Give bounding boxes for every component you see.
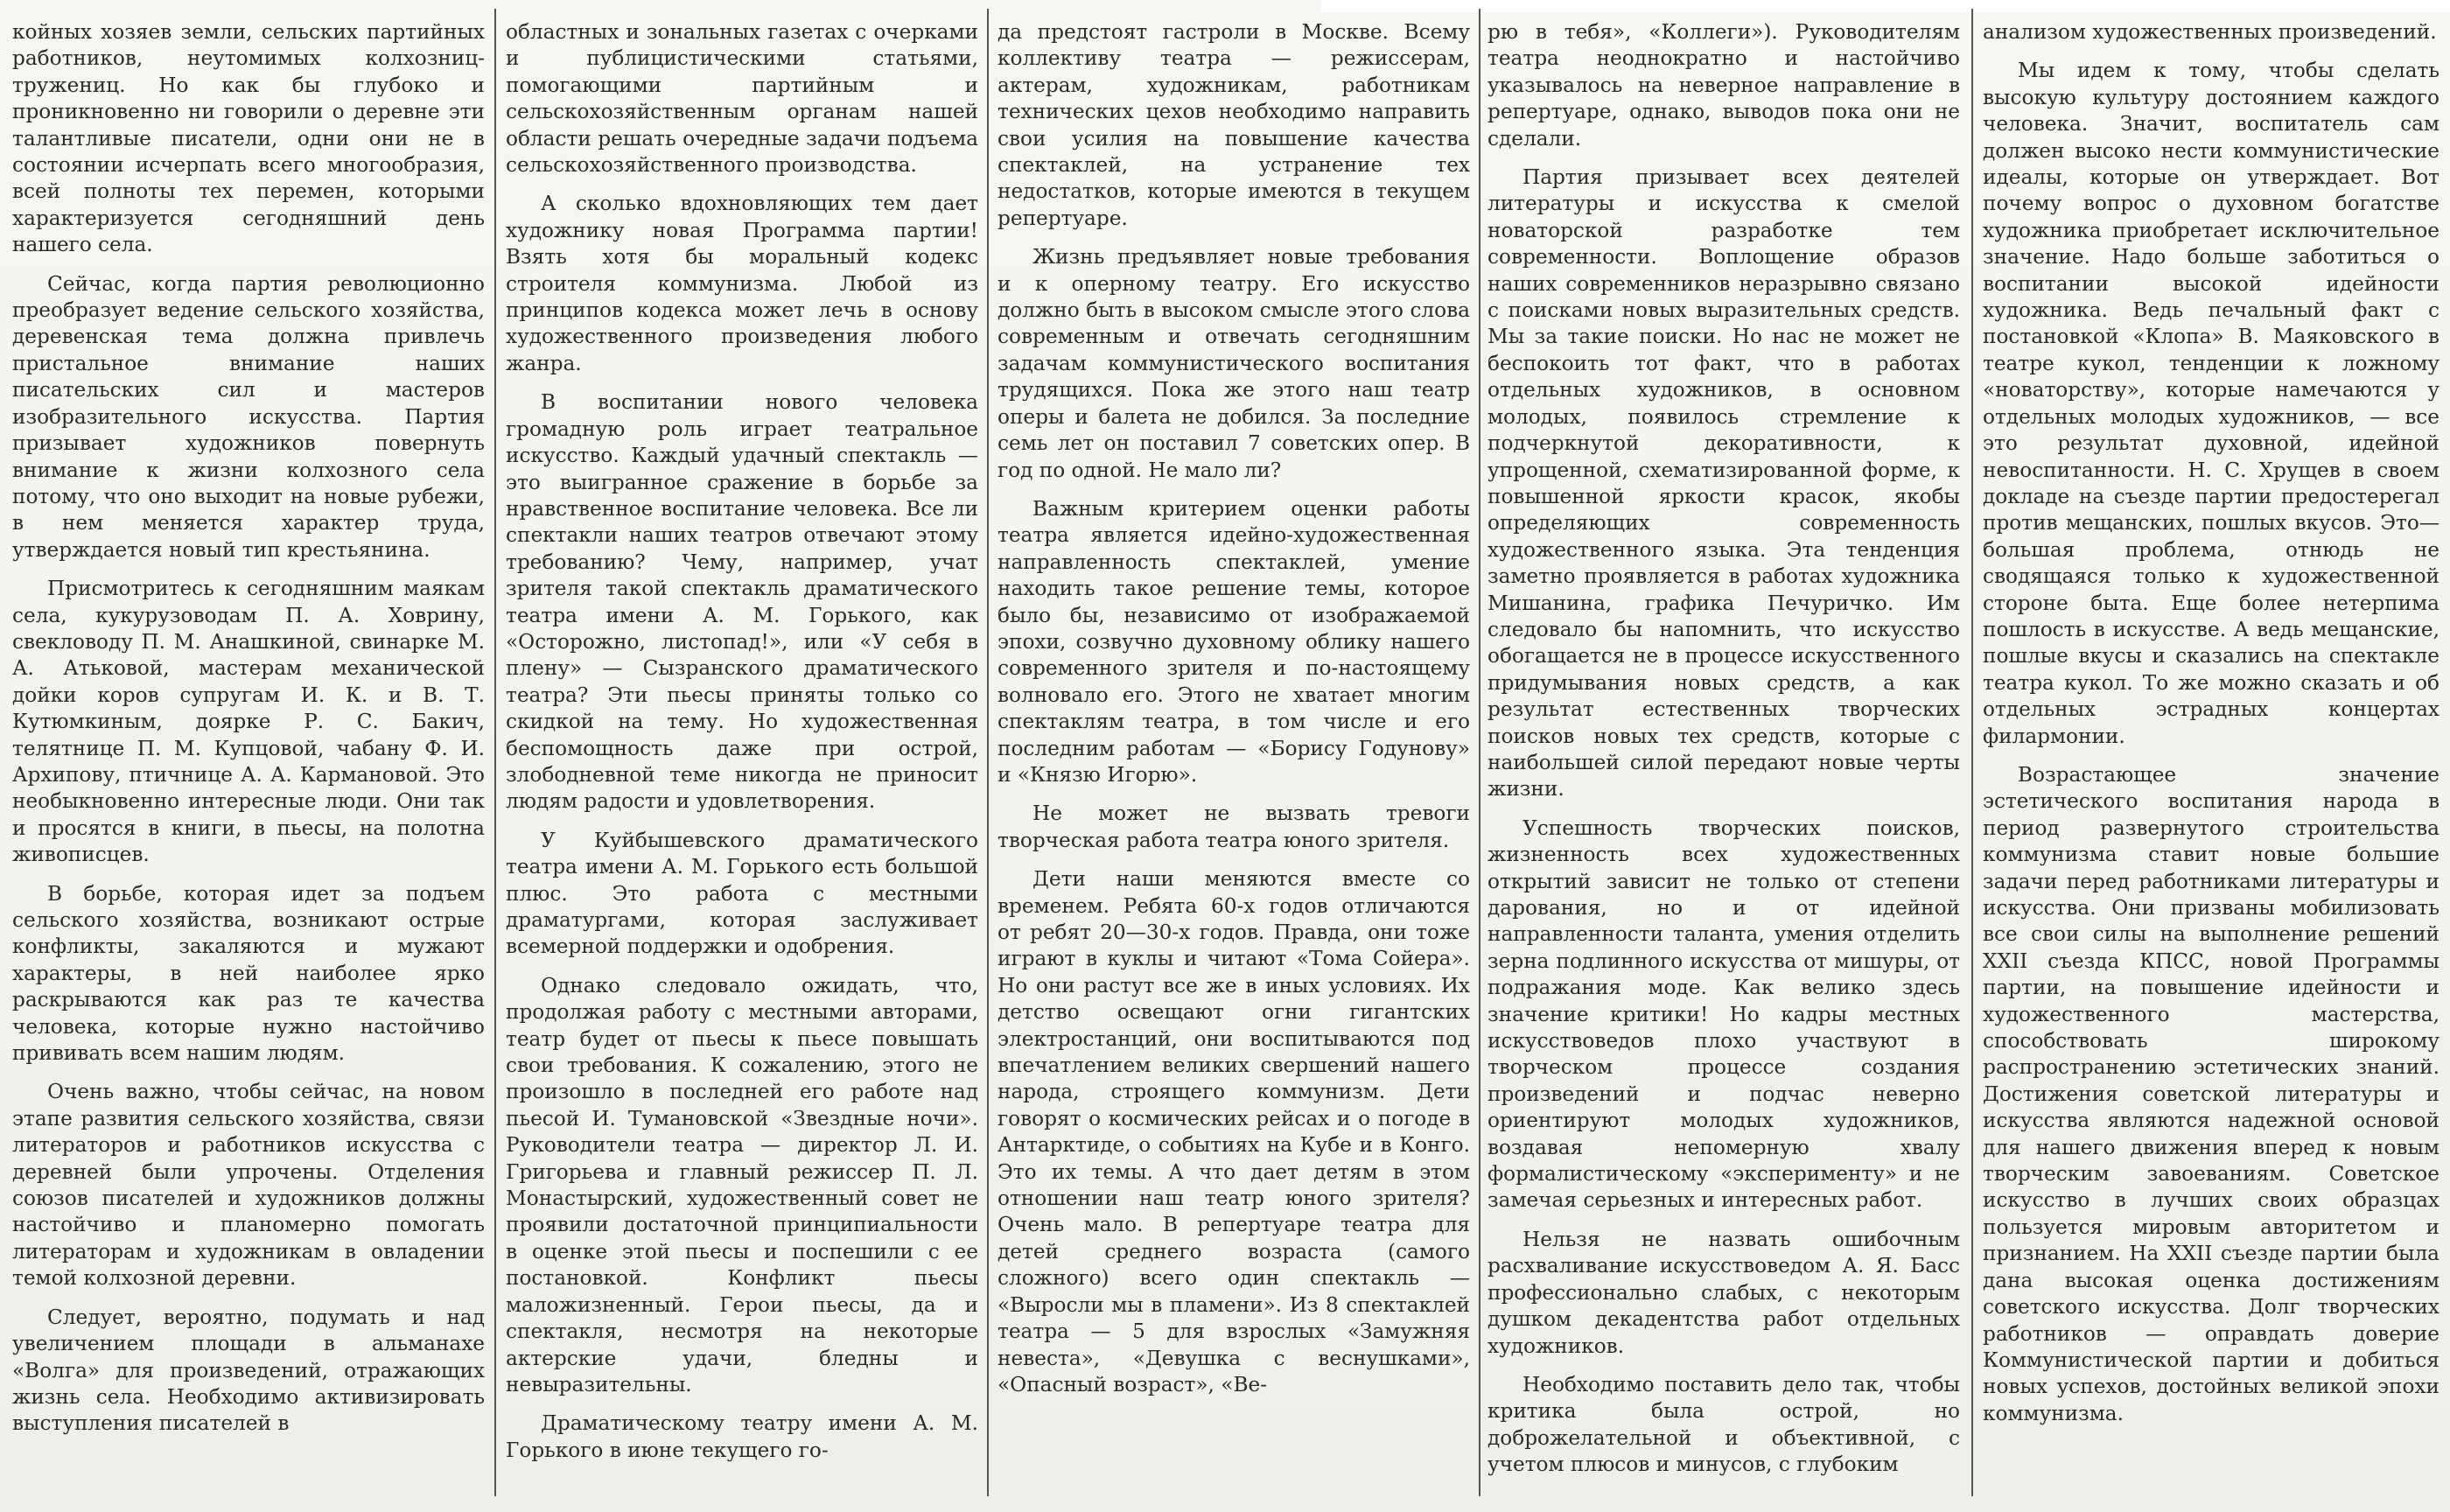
article-paragraph: Дети наши меняются вместе со временем. Ребята 60-х годов отличаются от ребят 20—30-х годов. Правда, они тоже играют в куклы и читают «Тома Сойера». Но они растут все же в иных условиях. Их детство освещают огни гигантских электростанций, они воспитываются под впечатлением великих свершений нашего народа, строящего коммунизм. Дети говорят о космических рейсах и о погоде в Антарктиде, о событиях на Кубе и в Конго. Это их темы. А что дает детям в этом отношении наш театр юного зрителя? Очень мало. В репертуаре театра для детей среднего возраста (самого сложного) всего один спектакль — «Выросли мы в пламени». Из 8 спектаклей театра — 5 для взрослых «Замужняя невеста», «Девушка с веснушками», «Опасный возраст», «Ве- — [998, 867, 1470, 1396]
article-paragraph: Не может не вызвать тревоги творческая работа театра юного зрителя. — [998, 802, 1470, 852]
article-column-1 — [12, 19, 485, 1498]
article-paragraph: рю в тебя», «Коллеги»). Руководителям театра неоднократно и настойчиво указывалось на неверное направление в репертуаре, однако, выводов пока они не сделали. — [1488, 20, 1960, 150]
article-paragraph: Сейчас, когда партия революционно преобразует ведение сельского хозяйства, деревенская тема должна привлечь пристальное внимание наших писательских сил и мастеров изобразительного искусства. Партия призывает художников повернуть внимание к жизни колхозного села потому, что оно выходит на новые рубежи, в нем меняется характер труда, утверждается новый тип крестьянина. — [12, 271, 485, 562]
article-column-2 — [506, 19, 978, 1498]
article-paragraph: Важным критерием оценки работы театра является идейно-художественная направленность спектаклей, умение находить такое решение темы, которое было бы, независимо от изображаемой эпохи, созвучно духовному облику нашего современного зрителя и по-настоящему волновало его. Этого не хватает многим спектаклям театра, в том числе и его последним работам — «Борису Годунову» и «Князю Игорю». — [998, 496, 1470, 787]
column-rule — [987, 9, 989, 1496]
article-paragraph: Драматическому театру имени А. М. Горького в июне текущего го- — [506, 1411, 978, 1462]
column-rule — [494, 9, 496, 1496]
article-paragraph: Партия призывает всех деятелей литературы и искусства к смелой новаторской разработке тем современности. Воплощение образов наших современников неразрывно связано с поисками новых выразительных средств. Мы за такие поиски. Но нас не может не беспокоить тот факт, что в работах отдельных художников, в основном молодых, появилось стремление к подчеркнутой декоративности, к упрощенной, схематизированной форме, к повышенной яркости красок, якобы определяющих современность художественного языка. Эта тенденция заметно проявляется в работах художника Мишанина, графика Печуричко. Им следовало бы напомнить, что искусство обогащается не в процессе искусственного придумывания новых средств, а как результат естественных творческих поисков новых тех средств, которые с наибольшей силой передают новые черты жизни. — [1488, 165, 1960, 802]
article-paragraph: анализом художественных произведений. — [1983, 20, 2437, 44]
article-paragraph: В борьбе, которая идет за подъем сельского хозяйства, возникают острые конфликты, закаляются и мужают характеры, в ней наиболее ярко раскрываются как раз те качества человека, которые нужно настойчиво прививать всем нашим людям. — [12, 881, 485, 1066]
article-paragraph: Успешность творческих поисков, жизненность всех художественных открытий зависит не только от степени дарования, но и от идейной направленности таланта, умения отделить зерна подлинного искусства от мишуры, от подражания моде. Как велико здесь значение критики! Но кадры местных искусствоведов плохо участвуют в творческом процессе создания произведений и подчас неверно ориентируют молодых художников, воздавая непомерную хвалу формалистическому «эксперименту» и не замечая серьезных и интересных работ. — [1488, 816, 1960, 1213]
article-column-4 — [1488, 19, 1960, 1498]
article-paragraph: Следует, вероятно, подумать и над увеличением площади в альманахе «Волга» для произведений, отражающих жизнь села. Необходимо активизировать выступления писателей в — [12, 1305, 485, 1436]
article-paragraph: В воспитании нового человека громадную роль играет театральное искусство. Каждый удачный спектакль — это выигранное сражение в борьбе за нравственное воспитание человека. Все ли спектакли наших театров отвечают этому требованию? Чему, например, учат зрителя такой спектакль драматического театра имени А. М. Горького, как «Осторожно, листопад!», или «У себя в плену» — Сызранского драматического театра? Эти пьесы приняты только со скидкой на тему. Но художественная беспомощность даже при острой, злободневной теме никогда не приносит людям радости и удовлетворения. — [506, 390, 978, 814]
page-margin — [1321, 0, 2450, 12]
article-paragraph: У Куйбышевского драматического театра имени А. М. Горького есть большой плюс. Это работа с местными драматургами, которая заслуживает всемерной поддержки и одобрения. — [506, 828, 978, 959]
article-paragraph: койных хозяев земли, сельских партийных работников, неутомимых колхозниц-тружениц. Но как бы глубоко и проникновенно ни говорили о деревне эти талантливые писатели, одни они не в состоянии исчерпать всего многообразия, всей полноты тех перемен, которыми характеризуется сегодняшний день нашего села. — [12, 20, 485, 257]
article-paragraph: Присмотритесь к сегодняшним маякам села, кукурузоводам П. А. Ховрину, свекловоду П. М. Анашкиной, свинарке М. А. Атьковой, мастерам механической дойки коров супругам И. К. и В. Т. Кутюмкиным, доярке Р. С. Бакич, телятнице П. М. Купцовой, чабану Ф. И. Архипову, птичнице А. А. Кармановой. Это необыкновенно интересные люди. Они так и просятся в книги, в пьесы, на полотна живописцев. — [12, 577, 485, 867]
article-paragraph: Жизнь предъявляет новые требования и к оперному театру. Его искусство должно быть в высоком смысле этого слова современным и отвечать сегодняшним задачам коммунистического воспитания трудящихся. Пока же этого наш театр оперы и балета не добился. За последние семь лет он поставил 7 советских опер. В год по одной. Не мало ли? — [998, 245, 1470, 482]
article-paragraph: Мы идем к тому, чтобы сделать высокую культуру достоянием каждого человека. Значит, воспитатель сам должен высоко нести коммунистические идеалы, которые он утверждает. Вот почему вопрос о духовном богатстве художника приобретает исключительное значение. Надо больше заботиться о воспитании высокой идейности художника. Ведь печальный факт с постановкой «Клопа» В. Маяковского в театре кукол, тенденции к ложному «новаторству», которые намечаются у отдельных молодых художников, — все это результат духовной, идейной невоспитанности. Н. С. Хрущев в своем докладе на съезде партии предостерегал против мещанских, пошлых вкусов. Это—большая проблема, отнюдь не сводящаяся только к художественной стороне быта. Еще более нетерпима пошлость в искусстве. А ведь мещанские, пошлые вкусы и сказались на спектакле театра кукол. То же можно сказать и об отдельных эстрадных концертах филармонии. — [1983, 59, 2440, 748]
article-paragraph: областных и зональных газетах с очерками и публицистическими статьями, помогающими партийным и сельскохозяйственным органам нашей области решать очередные задачи подъема сельскохозяйственного производства. — [506, 20, 978, 178]
article-paragraph: Нельзя не назвать ошибочным расхваливание искусствоведом А. Я. Басс профессионально слабых, с некоторым душком декадентства работ отдельных художников. — [1488, 1227, 1960, 1358]
article-paragraph: да предстоят гастроли в Москве. Всему коллективу театра — режиссерам, актерам, художникам, работникам технических цехов необходимо направить свои усилия на повышение качества спектаклей, на устранение тех недостатков, которые имеются в текущем репертуаре. — [998, 20, 1470, 230]
article-column-3 — [998, 19, 1470, 1498]
article-paragraph: Возрастающее значение эстетического воспитания народа в период развернутого строительства коммунизма ставит новые большие задачи перед работниками литературы и искусства. Они призваны мобилизовать все свои силы на выполнение решений XXII съезда КПСС, новой Программы партии, на повышение идейности и художественного мастерства, способствовать широкому распространению эстетических знаний. Достижения советской литературы и искусства являются надежной основой для нашего движения вперед к новым творческим завоеваниям. Советское искусство в лучших своих образцах пользуется мировым авторитетом и признанием. На XXII съезде партии была дана высокая оценка достижениям советского искусства. Долг творческих работников — оправдать доверие Коммунистической партии и добиться новых успехов, достойных великой эпохи коммунизма. — [1983, 762, 2440, 1425]
column-rule — [1971, 9, 1973, 1496]
article-paragraph: Необходимо поставить дело так, чтобы критика была острой, но доброжелательной и объективной, с учетом плюсов и минусов, с глубоким — [1488, 1372, 1960, 1477]
column-rule — [1479, 9, 1480, 1496]
article-paragraph: Очень важно, чтобы сейчас, на новом этапе развития сельского хозяйства, связи литераторов и работников искусства с деревней были упрочены. Отделения союзов писателей и художников должны настойчиво и планомерно помогать литераторам и художникам в овладении темой колхозной деревни. — [12, 1080, 485, 1291]
article-paragraph: Однако следовало ожидать, что, продолжая работу с местными авторами, театр будет от пьесы к пьесе повышать свои требования. К сожалению, этого не произошло в последней его работе над пьесой И. Тумановской «Звездные ночи». Руководители театра — директор Л. И. Григорьева и главный режиссер П. Л. Монастырский, художественный совет не проявили достаточной принципиальности в оценке этой пьесы и поспешили с ее постановкой. Конфликт пьесы маложизненный. Герои пьесы, да и спектакля, несмотря на некоторые актерские удачи, бледны и невыразительны. — [506, 973, 978, 1396]
article-column-5 — [1983, 19, 2440, 1498]
article-paragraph: А сколько вдохновляющих тем дает художнику новая Программа партии! Взять хотя бы моральный кодекс строителя коммунизма. Любой из принципов кодекса может лечь в основу художественного произведения любого жанра. — [506, 192, 978, 375]
